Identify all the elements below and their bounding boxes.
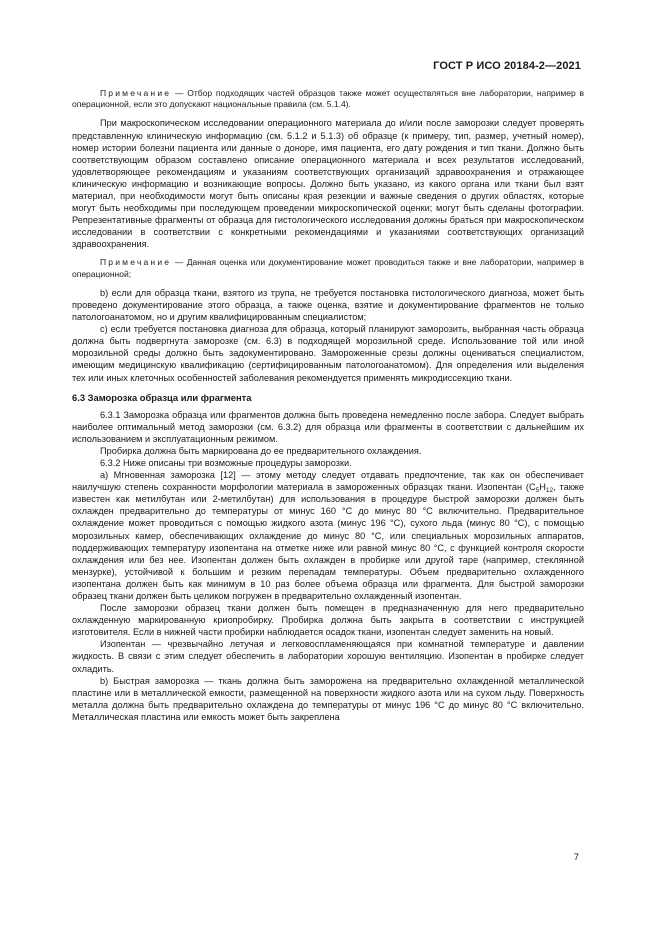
paragraph-item-c-diagnosis: c) если требуется постановка диагноза для образца, который планируют заморозить, выбранная часть образца должна быть подвергнута заморозке (см. 6.3) в подходящей морозильной среде. Использование той или иной морозильной среды должно быть задокументировано. Замороженные срезы должны оцениваться специалистом, имеющим медицинскую квалификацию (сертифицированным патологоанатомом). Для определения или выделения тех или иных клеточных особенностей заболевания рекомендуется применять микродиссекцию ткани.	[72, 324, 584, 383]
document-header: ГОСТ Р ИСО 20184-2—2021	[433, 60, 581, 72]
paragraph-item-a-instant-freeze: a) Мгновенная заморозка [12] — этому методу следует отдавать предпочтение, так как он обеспечивает наилучшую степень сохранности морфологии материала в замороженных образцах ткани. Изопентан ($C_5H_{12}$, также известен как метилбутан или 2-метилбутан) для использования в процедуре быстрой заморозки должен быть охлажден предварительно до температуры от минус 160 °C до минус 80 °C включительно. Предварительное охлаждение может проводиться с помощью жидкого азота (минус 196 °C), сухого льда (минус 80 °C), с помощью морозильных камер, обеспечивающих охлаждение до минус 80 °C, или специальных морозильных аппаратов, поддерживающих температуру изопентана на отметке ниже или равной минус 80 °C, с функцией контроля скорости охлаждения или без нее. Изопентан должен быть охлажден в пробирке или другой таре (например, стеклянной мензурке), устойчивой к большим и резким перепадам температуры. Объем предварительно охлажденного изопентана должен быть как минимум в 10 раз более объема образца или фрагмента. Для быстрой заморозки образец ткани должен быть целиком погружен в предварительно охлажденный изопентан.	[72, 470, 584, 601]
note-text: — Данная оценка или документирование может проводиться также и вне лаборатории, например в операционной;	[72, 257, 584, 279]
paragraph-after-freeze: После заморозки образец ткани должен быть помещен в предназначенную для него предварительно охлажденную маркированную криопробирку. Пробирка должна быть закрыта в соответствии с инструкцией изготовителя. Если в нижней части пробирки наблюдается осадок ткани, изопентан следует заменить на новый.	[72, 603, 584, 638]
note-label: Примечание	[100, 88, 172, 98]
paragraph-item-b-fast-freeze: b) Быстрая заморозка — ткань должна быть заморожена на предварительно охлажденной металлической пластине или в металлической емкости, размещенной на поверхности жидкого азота или на сухом льду. Поверхность металла должна быть предварительно охлаждена до температуры от минус 196 °C до минус 80 °C включительно. Металлическая пластина или емкость может быть закреплена	[72, 675, 584, 722]
paragraph-isopentane-warning: Изопентан — чрезвычайно летучая и легковоспламеняющаяся при комнатной температуре и давлении жидкость. В связи с этим следует обеспечить в лаборатории хорошую вентиляцию. Изопентан в пробирке следует охладить.	[72, 639, 584, 674]
paragraph-item-b-corpse: b) если для образца ткани, взятого из трупа, не требуется постановка гистологического диагноза, может быть проведено документирование этого образца, а также оценка, взятие и документирование фрагментов не только патологоанатомом, но и другим квалифицированным специалистом;	[72, 287, 584, 323]
section-heading-6-3: 6.3 Заморозка образца или фрагмента	[72, 391, 252, 403]
note-label: Примечание	[100, 257, 172, 268]
document-body	[72, 88, 584, 723]
paragraph-macroscopic: При макроскопическом исследовании операционного материала до и/или после заморозки следует проверять представленную клиническую информацию (см. 5.1.2 и 5.1.3) об образце (к примеру, тип, размер, учетный номер), номер истории болезни пациента или данные о доноре, имя пациента, его дату рождения и тип ткани. Должно быть соответствующим образом составлено описание операционного материала и всех результатов исследований, удовлетворяющее рекомендациям и указаниям соответствующих организаций здравоохранения и отражающее клиническую информацию и возникающие вопросы. Должно быть указано, из какого органа или ткани был взят материал, при необходимости могут быть описаны края резекции и важные сведения о других областях, которые могут быть необходимы при последующем проведении микроскопической оценки; могут быть сделаны фотографии. Репрезентативные фрагменты от образца для гистологического исследования должны браться при макроскопическом исследовании в соответствии с конкретными рекомендациями и указаниями соответствующих организаций здравоохранения.	[72, 118, 584, 250]
note-paragraph	[72, 88, 584, 110]
paragraph-6-3-1: 6.3.1 Заморозка образца или фрагментов должна быть проведена немедленно после забора. Следует выбрать наиболее оптимальный метод заморозки (см. 6.3.2) для образца или фрагменты в соответствии с дальнейшим их использованием и эксплуатационным режимом.	[72, 409, 584, 444]
note-paragraph	[72, 257, 584, 279]
paragraph-6-3-2: 6.3.2 Ниже описаны три возможные процедуры заморозки.	[100, 457, 352, 468]
paragraph-labeling: Пробирка должна быть маркирована до ее предварительного охлаждения.	[100, 445, 422, 456]
page-number: 7	[573, 852, 579, 863]
note-text: — Отбор подходящих частей образцов также может осуществляться вне лаборатории, например в операционной, если это допускают национальные правила (см. 5.1.4).	[72, 88, 584, 110]
